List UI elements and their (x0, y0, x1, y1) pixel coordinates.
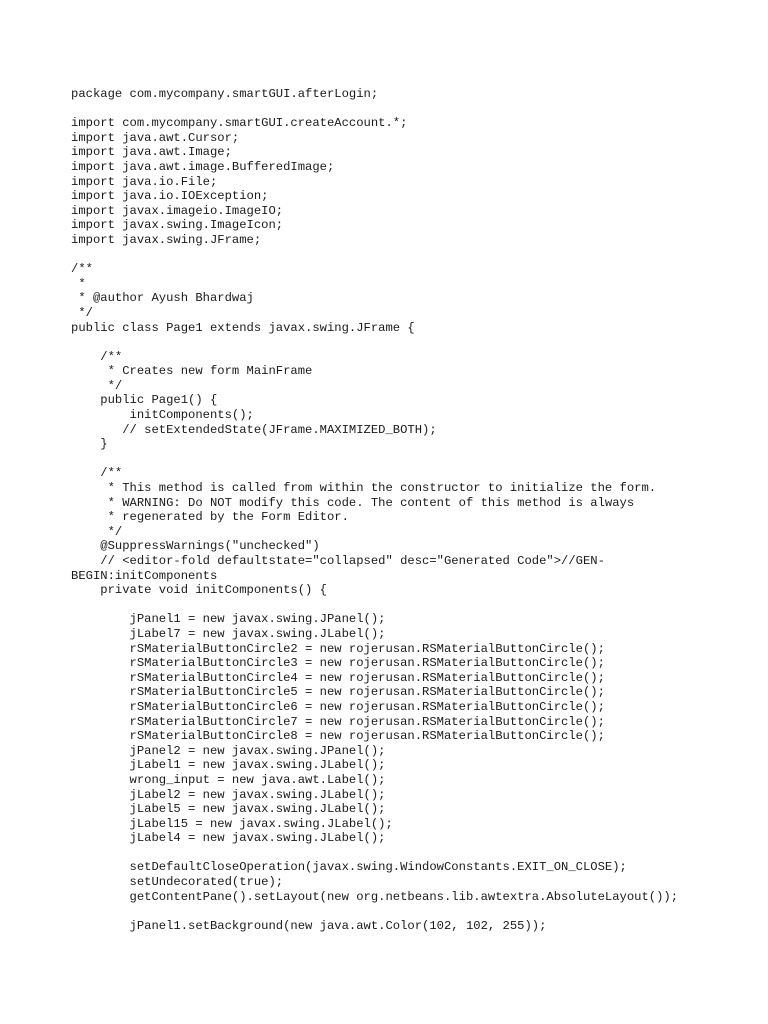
code-line: initComponents(); (71, 408, 254, 423)
code-line: package com.mycompany.smartGUI.afterLogin; (71, 87, 379, 101)
code-line (71, 846, 751, 861)
code-line (71, 102, 751, 117)
code-line: jPanel1.setBackground(new java.awt.Color(102, 102, 255)); (71, 918, 547, 933)
code-line: rSMaterialButtonCircle2 = new rojerusan.RSMaterialButtonCircle(); (71, 641, 605, 656)
code-line: rSMaterialButtonCircle5 = new rojerusan.RSMaterialButtonCircle(); (71, 685, 605, 700)
code-line: * Creates new form MainFrame (71, 364, 313, 379)
code-line: */ (71, 524, 123, 539)
code-line: jPanel2 = new javax.swing.JPanel(); (71, 743, 386, 758)
code-line: // setExtendedState(JFrame.MAXIMIZED_BOTH); (71, 422, 437, 437)
code-line: jLabel15 = new javax.swing.JLabel(); (71, 816, 393, 831)
code-line: * WARNING: Do NOT modify this code. The content of this method is always (71, 495, 635, 510)
code-line (71, 452, 751, 467)
code-line: jLabel2 = new javax.swing.JLabel(); (71, 787, 386, 802)
code-line: rSMaterialButtonCircle6 = new rojerusan.RSMaterialButtonCircle(); (71, 699, 605, 714)
code-line: /** (71, 349, 123, 364)
code-line: // <editor-fold defaultstate="collapsed" desc="Generated Code">//GEN- (71, 554, 605, 568)
code-line: public Page1() { (71, 393, 218, 408)
code-line: jLabel1 = new javax.swing.JLabel(); (71, 758, 386, 773)
code-line: rSMaterialButtonCircle3 = new rojerusan.RSMaterialButtonCircle(); (71, 656, 605, 671)
code-line (71, 904, 751, 919)
code-line (71, 598, 751, 613)
code-line: import java.awt.Image; (71, 145, 232, 160)
code-line (71, 248, 751, 263)
code-line: jLabel5 = new javax.swing.JLabel(); (71, 802, 386, 817)
code-line: private void initComponents() { (71, 583, 327, 598)
code-line (71, 335, 751, 350)
code-line: setUndecorated(true); (71, 875, 284, 890)
code-line: * regenerated by the Form Editor. (71, 510, 349, 525)
code-line: /** (71, 262, 93, 277)
code-line: wrong_input = new java.awt.Label(); (71, 772, 386, 787)
code-line: @SuppressWarnings("unchecked") (71, 539, 320, 554)
code-line: * This method is called from within the constructor to initialize the form. (71, 481, 657, 496)
code-line: jLabel7 = new javax.swing.JLabel(); (71, 626, 386, 641)
code-line: public class Page1 extends javax.swing.JFrame { (71, 320, 415, 335)
code-line: * (71, 276, 86, 291)
code-line: jLabel4 = new javax.swing.JLabel(); (71, 831, 386, 846)
code-line: rSMaterialButtonCircle8 = new rojerusan.RSMaterialButtonCircle(); (71, 729, 605, 744)
code-line: BEGIN:initComponents (71, 568, 218, 583)
code-line: rSMaterialButtonCircle4 = new rojerusan.RSMaterialButtonCircle(); (71, 670, 605, 685)
code-line: import javax.imageio.ImageIO; (71, 203, 284, 218)
code-line: } (71, 437, 108, 452)
code-line: import java.io.File; (71, 174, 218, 189)
code-line: import javax.swing.JFrame; (71, 232, 262, 247)
code-line: */ (71, 305, 93, 320)
code-line: setDefaultCloseOperation(javax.swing.WindowConstants.EXIT_ON_CLOSE); (71, 860, 627, 875)
code-line: import javax.swing.ImageIcon; (71, 218, 284, 233)
code-line: getContentPane().setLayout(new org.netbeans.lib.awtextra.AbsoluteLayout()); (71, 889, 679, 904)
code-line: /** (71, 466, 123, 481)
code-line: * @author Ayush Bhardwaj (71, 291, 254, 306)
code-line: import java.awt.image.BufferedImage; (71, 159, 335, 174)
code-line: import com.mycompany.smartGUI.createAccount.*; (71, 116, 408, 131)
code-line: jPanel1 = new javax.swing.JPanel(); (71, 612, 386, 627)
code-line: import java.io.IOException; (71, 189, 269, 204)
code-line: rSMaterialButtonCircle7 = new rojerusan.RSMaterialButtonCircle(); (71, 714, 605, 729)
code-listing (71, 87, 751, 933)
code-line: import java.awt.Cursor; (71, 130, 240, 145)
code-line: */ (71, 378, 123, 393)
